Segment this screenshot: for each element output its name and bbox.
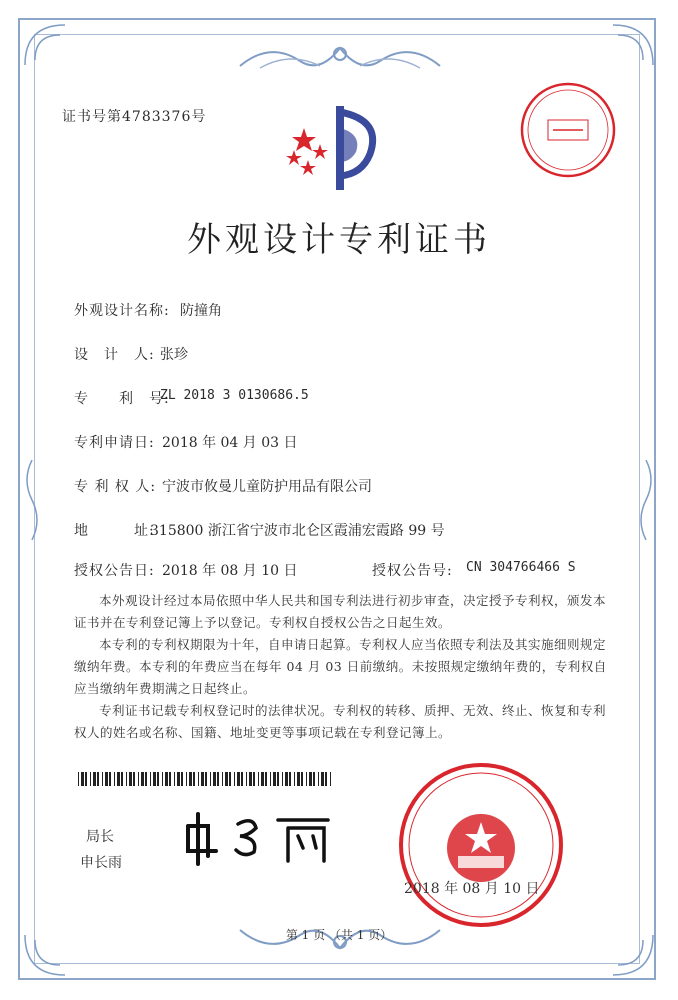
barcode-bar bbox=[253, 772, 255, 786]
barcode-bar bbox=[201, 772, 204, 786]
barcode-bar bbox=[162, 772, 163, 786]
director-name: 申长雨 bbox=[80, 855, 122, 871]
side-ornament-left bbox=[22, 460, 42, 540]
top-ornament bbox=[230, 36, 450, 76]
design-name-label: 外观设计名称: bbox=[74, 303, 170, 319]
barcode-bar bbox=[297, 772, 300, 786]
barcode-bar bbox=[105, 772, 108, 786]
filing-date-value: 2018 年 04 月 03 日 bbox=[162, 435, 298, 451]
barcode-bar bbox=[117, 772, 120, 786]
barcode-bar bbox=[93, 772, 96, 786]
address-value: 315800 浙江省宁波市北仑区霞浦宏霞路 99 号 bbox=[150, 523, 445, 539]
director-signature bbox=[178, 806, 348, 866]
barcode-bar bbox=[90, 772, 91, 786]
barcode-bar bbox=[330, 772, 331, 786]
barcode-bar bbox=[81, 772, 84, 786]
barcode-bar bbox=[234, 772, 235, 786]
barcode-bar bbox=[198, 772, 199, 786]
barcode-bar bbox=[186, 772, 187, 786]
barcode-bar bbox=[225, 772, 228, 786]
barcode-bar bbox=[97, 772, 99, 786]
certificate-title: 外观设计专利证书 bbox=[187, 220, 491, 260]
barcode-bar bbox=[150, 772, 151, 786]
barcode-bar bbox=[213, 772, 216, 786]
barcode-bar bbox=[294, 772, 295, 786]
barcode-bar bbox=[241, 772, 243, 786]
barcode-bar bbox=[313, 772, 315, 786]
designer-value: 张珍 bbox=[160, 347, 188, 363]
barcode-bar bbox=[217, 772, 219, 786]
patent-number-value: ZL 2018 3 0130686.5 bbox=[160, 388, 309, 403]
barcode-bar bbox=[133, 772, 135, 786]
barcode-bar bbox=[174, 772, 175, 786]
barcode-bar bbox=[270, 772, 271, 786]
barcode-bar bbox=[210, 772, 211, 786]
barcode-bar bbox=[145, 772, 147, 786]
barcode-bar bbox=[318, 772, 319, 786]
patentee-label: 专 利 权 人: bbox=[74, 479, 157, 495]
barcode-bar bbox=[193, 772, 195, 786]
barcode-bar bbox=[258, 772, 259, 786]
barcode-bar bbox=[325, 772, 327, 786]
barcode-bar bbox=[246, 772, 247, 786]
barcode bbox=[78, 772, 334, 786]
national-ip-office-seal bbox=[396, 760, 566, 930]
address-label: 地 址: bbox=[74, 523, 155, 539]
design-name-value: 防撞角 bbox=[180, 303, 222, 319]
barcode-bar bbox=[85, 772, 87, 786]
barcode-bar bbox=[169, 772, 171, 786]
patentee-value: 宁波市攸曼儿童防护用品有限公司 bbox=[162, 479, 372, 495]
corner-ornament-tl bbox=[20, 20, 70, 70]
barcode-bar bbox=[109, 772, 111, 786]
paragraph-3: 专利证书记载专利权登记时的法律状况。专利权的转移、质押、无效、终止、恢复和专利权人的姓名或名称、国籍、地址变更等事项记载在专利登记簿上。 bbox=[74, 703, 607, 740]
barcode-bar bbox=[301, 772, 303, 786]
barcode-bar bbox=[165, 772, 168, 786]
barcode-bar bbox=[141, 772, 144, 786]
barcode-bar bbox=[306, 772, 307, 786]
agency-seal bbox=[518, 80, 618, 180]
filing-date-label: 专利申请日: bbox=[74, 435, 155, 451]
grant-number-label: 授权公告号: bbox=[372, 563, 453, 579]
patent-office-logo bbox=[270, 98, 390, 198]
barcode-bar bbox=[126, 772, 127, 786]
barcode-bar bbox=[237, 772, 240, 786]
barcode-bar bbox=[181, 772, 183, 786]
barcode-bar bbox=[321, 772, 324, 786]
barcode-bar bbox=[157, 772, 159, 786]
barcode-bar bbox=[249, 772, 252, 786]
patent-number-label: 专 利 号: bbox=[74, 391, 170, 407]
barcode-bar bbox=[229, 772, 231, 786]
grant-date-value: 2018 年 08 月 10 日 bbox=[162, 563, 298, 579]
barcode-bar bbox=[282, 772, 283, 786]
barcode-bar bbox=[177, 772, 180, 786]
barcode-bar bbox=[121, 772, 123, 786]
barcode-bar bbox=[265, 772, 267, 786]
grant-date-label: 授权公告日: bbox=[74, 563, 155, 579]
paragraph-1: 本外观设计经过本局依照中华人民共和国专利法进行初步审查，决定授予专利权，颁发本证书并在专利登记簿上予以登记。专利权自授权公告之日起生效。 bbox=[74, 593, 607, 630]
barcode-bar bbox=[205, 772, 207, 786]
barcode-bar bbox=[129, 772, 132, 786]
seal-date: 2018 年 08 月 10 日 bbox=[404, 881, 540, 897]
barcode-bar bbox=[309, 772, 312, 786]
barcode-bar bbox=[289, 772, 291, 786]
corner-ornament-tr bbox=[608, 20, 658, 70]
barcode-bar bbox=[273, 772, 276, 786]
designer-label: 设 计 人: bbox=[74, 347, 155, 363]
barcode-bar bbox=[102, 772, 103, 786]
barcode-bar bbox=[261, 772, 264, 786]
barcode-bar bbox=[277, 772, 279, 786]
page-footer: 第 1 页 （共 1 页） bbox=[285, 928, 393, 942]
side-ornament-right bbox=[636, 460, 656, 540]
barcode-bar bbox=[189, 772, 192, 786]
barcode-bar bbox=[153, 772, 156, 786]
barcode-bar bbox=[285, 772, 288, 786]
barcode-bar bbox=[78, 772, 79, 786]
director-title: 局长 bbox=[86, 829, 114, 845]
barcode-bar bbox=[222, 772, 223, 786]
grant-number-value: CN 304766466 S bbox=[466, 560, 576, 575]
certificate-number: 证书号第4783376号 bbox=[62, 109, 207, 125]
paragraph-2: 本专利的专利权期限为十年，自申请日起算。专利权人应当依照专利法及其实施细则规定缴纳年费。本专利的年费应当在每年 04 月 03 日前缴纳。未按照规定缴纳年费的，专利权自应当缴纳年费期满之日起终止。 bbox=[74, 637, 607, 696]
barcode-bar bbox=[114, 772, 115, 786]
barcode-bar bbox=[138, 772, 139, 786]
